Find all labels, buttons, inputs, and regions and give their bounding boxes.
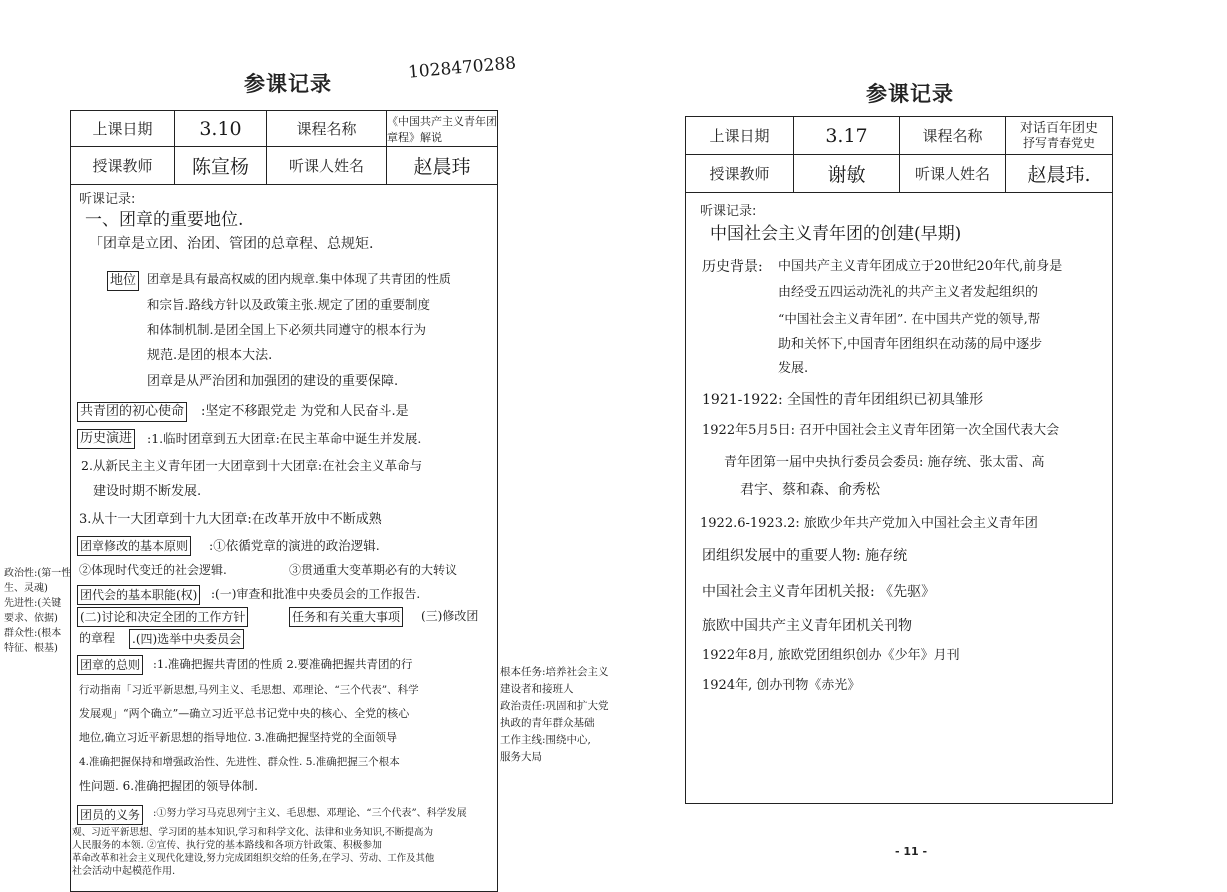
left-page-title: 参课记录 [244, 72, 332, 96]
teacher-label: 授课教师 [709, 165, 770, 183]
left-header-row-2 [71, 147, 497, 185]
boxed-term: 共青团的初心使命 [77, 402, 187, 422]
note-line: 1924年, 创办刊物《赤光》 [702, 678, 861, 693]
teacher-value: 谢敏 [827, 164, 866, 186]
margin-note: 根本任务:培养社会主义 [500, 666, 609, 678]
attendee-value: 赵晨玮. [1027, 164, 1091, 186]
left-record-sheet [70, 110, 498, 892]
note-line: “中国社会主义青年团”. 在中国共产党的领导,帮 [778, 311, 1041, 326]
note-line: (三)修改团 [421, 609, 479, 623]
boxed-term: 团章修改的基本原则 [77, 536, 191, 556]
date-value: 3.10 [199, 117, 242, 140]
note-line: 2.从新民主主义青年团一大团章到十大团章:在社会主义革命与 [81, 458, 423, 473]
margin-note: 政治责任:巩固和扩大党 [500, 700, 609, 712]
teacher-value: 陈宣杨 [191, 156, 249, 178]
right-header-row-1 [686, 117, 1112, 155]
note-line: 1921-1922: 全国性的青年团组织已初具雏形 [702, 392, 984, 408]
note-line: 观、习近平新思想、学习团的基本知识,学习和科学文化、法律和业务知识,不断提高为 [72, 827, 434, 838]
note-line: 行动指南「习近平新思想,马列主义、毛思想、邓理论、“三个代表”、科学 [79, 684, 419, 696]
note-line: 中国共产主义青年团成立于20世纪20年代,前身是 [778, 259, 1063, 274]
note-line: :①努力学习马克思列宁主义、毛思想、邓理论、“三个代表”、科学发展 [153, 808, 467, 819]
note-line: 青年团第一届中央执行委员会委员: 施存统、张太雷、高 [724, 455, 1045, 470]
course-value-line-2: 抒写青春党史 [1022, 135, 1095, 150]
boxed-term: 团代会的基本职能(权) [77, 585, 200, 605]
right-notes-heading: 听课记录: [700, 204, 757, 219]
margin-note: 群众性:(根本 [4, 628, 62, 639]
note-line: :①依循党章的演进的政治逻辑. [209, 538, 380, 553]
note-line: 1922年8月, 旅欧党团组织创办《少年》月刊 [702, 648, 960, 663]
boxed-term: (二)讨论和决定全团的工作方针 [77, 607, 248, 627]
note-line: 助和关怀下,中国青年团组织在动荡的局中逐步 [778, 337, 1043, 352]
teacher-label: 授课教师 [92, 157, 153, 175]
date-label: 上课日期 [92, 120, 153, 138]
right-margin-notes [500, 664, 609, 766]
note-line: 规范.是团的根本大法. [147, 348, 273, 363]
note-line: 社会活动中起模范作用. [72, 866, 176, 877]
note-line: :坚定不移跟党走 为党和人民奋斗.是 [201, 404, 409, 419]
left-header-row-1 [71, 111, 497, 147]
margin-note: 要求、依据) [4, 613, 58, 624]
note-line: 地位,确立习近平新思想的指导地位. 3.准确把握坚持党的全面领导 [79, 731, 397, 744]
note-line: 「团章是立团、治团、管团的总章程、总规矩. [89, 236, 374, 252]
margin-note: 执政的青年群众基础 [500, 717, 595, 729]
boxed-term: 地位 [107, 271, 139, 291]
attendee-value: 赵晨玮 [413, 156, 471, 178]
left-margin-notes [4, 566, 71, 656]
margin-note: 工作主线:围绕中心, [500, 734, 591, 746]
note-line: ③贯通重大变革期必有的大转议 [289, 563, 458, 577]
note-line: :(一)审查和批准中央委员会的工作报告. [211, 587, 421, 601]
page-number: - 11 - [895, 845, 928, 858]
note-line: 3.从十一大团章到十九大团章:在改革开放中不断成熟 [79, 512, 382, 527]
note-line: 和宗旨.路线方针以及政策主张.规定了团的重要制度 [147, 297, 430, 312]
note-line: 团章是具有最高权威的团内规章.集中体现了共青团的性质 [147, 272, 451, 286]
note-line: 性问题. 6.准确把握团的领导体制. [79, 779, 258, 793]
note-label: 历史背景: [702, 259, 763, 275]
note-line: 团组织发展中的重要人物: 施存统 [702, 548, 908, 564]
note-line: 和体制机制.是团全国上下必须共同遵守的根本行为 [147, 322, 426, 337]
note-line: 1922年5月5日: 召开中国社会主义青年团第一次全国代表大会 [702, 423, 1060, 438]
phone-number-annotation: 1028470288 [407, 53, 517, 83]
section-heading: 一、团章的重要地位. [85, 210, 244, 230]
date-value: 3.17 [825, 124, 868, 147]
boxed-term: .(四)选举中央委员会 [129, 629, 244, 649]
note-line: 4.准确把握保持和增强政治性、先进性、群众性. 5.准确把握三个根本 [79, 756, 400, 768]
note-line: 君宇、蔡和森、俞秀松 [740, 482, 880, 498]
date-label: 上课日期 [709, 127, 770, 145]
note-line: :1.准确把握共青团的性质 2.要准确把握共青团的行 [153, 657, 413, 671]
margin-note: 政治性:(第一性 [4, 568, 72, 579]
course-value-line-1: 对话百年团史 [1019, 120, 1098, 136]
boxed-term: 团章的总则 [77, 655, 143, 675]
left-notes-heading: 听课记录: [79, 192, 136, 207]
section-heading: 中国社会主义青年团的创建(早期) [710, 224, 962, 244]
right-record-sheet [685, 116, 1113, 804]
note-line: :1.临时团章到五大团章:在民主革命中诞生并发展. [147, 431, 422, 446]
note-line: 发展. [778, 361, 809, 376]
boxed-term: 任务和有关重大事项 [289, 607, 403, 627]
course-label: 课程名称 [296, 120, 357, 138]
note-line: 革命改革和社会主义现代化建设,努力完成团组织交给的任务,在学习、劳动、工作及其他 [72, 853, 435, 864]
margin-note: 特征、根基) [4, 643, 58, 654]
margin-note: 先进性:(关键 [4, 598, 62, 609]
note-line: 发展观」“两个确立”—确立习近平总书记党中央的核心、全党的核心 [79, 707, 410, 720]
margin-note: 建设者和接班人 [500, 683, 574, 695]
note-line: 团章是从严治团和加强团的建设的重要保障. [147, 374, 399, 389]
note-line: ②体现时代变迁的社会逻辑. [79, 563, 227, 577]
right-header-row-2 [686, 155, 1112, 193]
boxed-term: 历史演进 [77, 429, 135, 449]
note-line: 1922.6-1923.2: 旅欧少年共产党加入中国社会主义青年团 [700, 516, 1038, 531]
note-line: 建设时期不断发展. [93, 484, 202, 499]
margin-note: 服务大局 [500, 751, 542, 763]
note-line: 旅欧中国共产主义青年团机关刊物 [702, 618, 912, 634]
note-line: 由经受五四运动洗礼的共产主义者发起组织的 [778, 285, 1039, 300]
note-line: 人民服务的本领. ②宣传、执行党的基本路线和各项方针政策、积极参加 [72, 840, 382, 851]
margin-note: 生、灵魂) [4, 583, 48, 594]
attendee-label: 听课人姓名 [288, 157, 364, 175]
note-line: 的章程 [79, 631, 116, 645]
note-line: 中国社会主义青年团机关报: 《先驱》 [702, 584, 936, 600]
course-label: 课程名称 [922, 127, 983, 145]
course-value: 《中国共产主义青年团章程》解说 [387, 114, 497, 144]
attendee-label: 听课人姓名 [914, 165, 990, 183]
right-page-title: 参课记录 [866, 82, 954, 106]
boxed-term: 团员的义务 [77, 805, 143, 825]
